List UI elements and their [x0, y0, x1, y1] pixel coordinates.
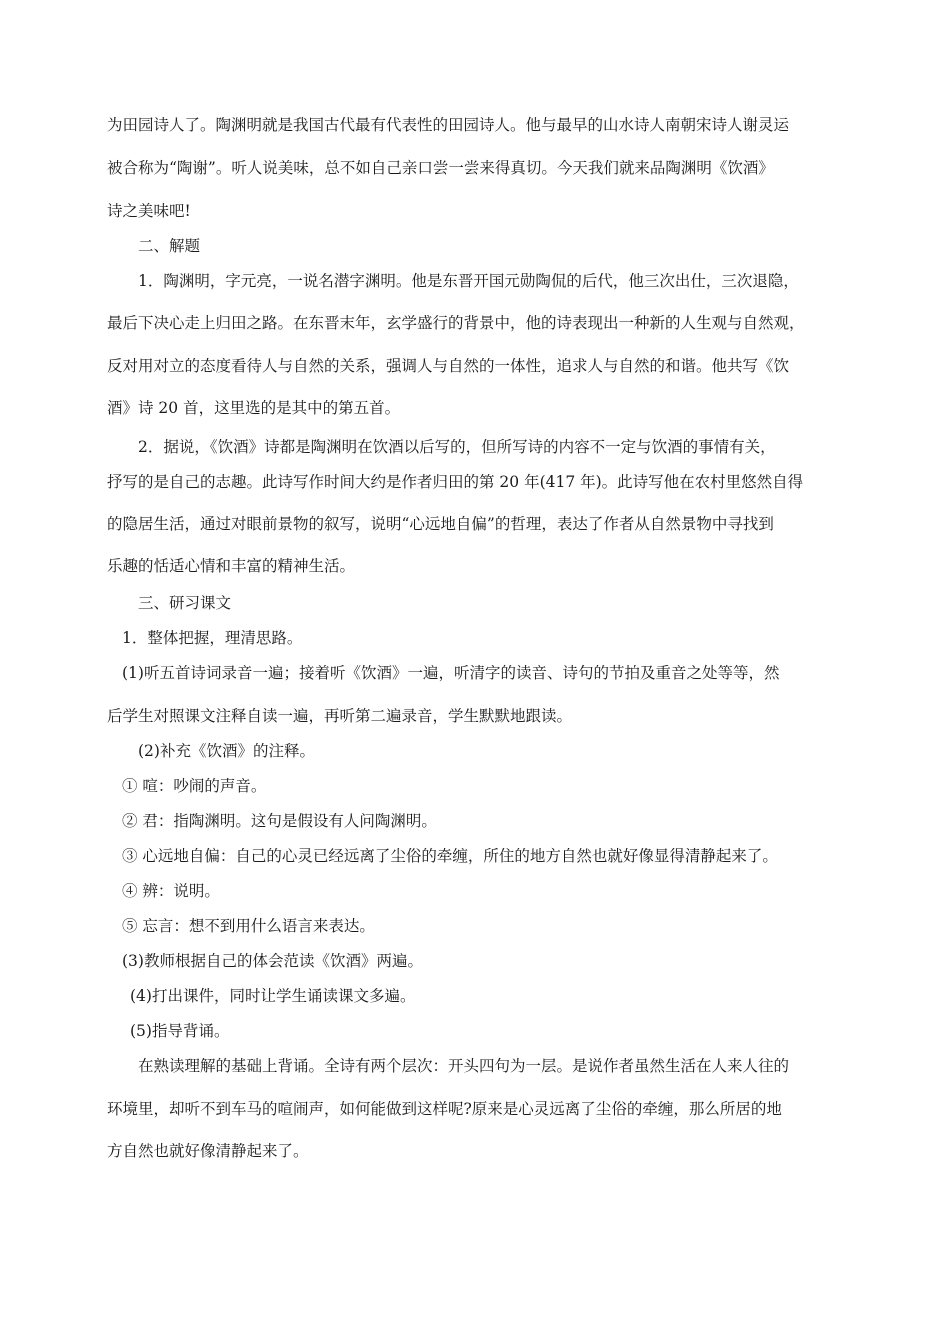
text-line: (4)打出课件，同时让学生诵读课文多遍。	[130, 987, 416, 1005]
text-line: (3)教师根据自己的体会范读《饮酒》两遍。	[122, 952, 423, 970]
text-line: 在熟读理解的基础上背诵。全诗有两个层次：开头四句为一层。是说作者虽然生活在人来人往的	[138, 1057, 790, 1075]
list-item: ③ 心远地自偏：自己的心灵已经远离了尘俗的牵缠，所住的地方自然也就好像显得清静起来了。	[122, 847, 778, 865]
text-line: 反对用对立的态度看待人与自然的关系，强调人与自然的一体性，追求人与自然的和谐。他共写《饮	[107, 357, 790, 375]
text-line: 酒》诗 20 首，这里选的是其中的第五首。	[107, 399, 401, 417]
text-line: 1．陶渊明，字元亮，一说名潜字渊明。他是东晋开国元勋陶侃的后代，他三次出仕，三次退隐，	[138, 272, 799, 290]
text-line: 环境里，却听不到车马的喧闹声，如何能做到这样呢?原来是心灵远离了尘俗的牵缠，那么所居的地	[107, 1100, 782, 1118]
text-line: 方自然也就好像清静起来了。	[107, 1142, 309, 1160]
text-line: 的隐居生活，通过对眼前景物的叙写，说明“心远地自偏”的哲理，表达了作者从自然景物中寻找到	[107, 515, 774, 533]
section-heading: 三、研习课文	[138, 594, 232, 612]
text-line: 抒写的是自己的志趣。此诗写作时间大约是作者归田的第 20 年(417 年)。此诗写他在农村里悠然自得	[107, 473, 804, 491]
list-item: ④ 辨：说明。	[122, 882, 220, 900]
text-line: 乐趣的恬适心情和丰富的精神生活。	[107, 557, 356, 575]
text-line: 2．据说，《饮酒》诗都是陶渊明在饮酒以后写的，但所写诗的内容不一定与饮酒的事情有关，	[138, 438, 776, 456]
text-line: 为田园诗人了。陶渊明就是我国古代最有代表性的田园诗人。他与最早的山水诗人南朝宋诗人谢灵运	[107, 116, 790, 134]
text-line: 1．整体把握，理清思路。	[122, 629, 303, 647]
list-item: ① 喧：吵闹的声音。	[122, 777, 267, 795]
text-line: (1)听五首诗词录音一遍；接着听《饮酒》一遍，听清字的读音、诗句的节拍及重音之处等等，然	[122, 664, 780, 682]
text-line: 最后下决心走上归田之路。在东晋末年，玄学盛行的背景中，他的诗表现出一种新的人生观与自然观，	[107, 314, 805, 332]
text-line: 诗之美味吧!	[107, 202, 191, 220]
list-item: ② 君：指陶渊明。这句是假设有人问陶渊明。	[122, 812, 437, 830]
section-heading: 二、解题	[138, 237, 201, 255]
text-line: 被合称为“陶谢”。听人说美味，总不如自己亲口尝一尝来得真切。今天我们就来品陶渊明《饮酒》	[107, 159, 774, 177]
text-line: (5)指导背诵。	[130, 1022, 230, 1040]
list-item: ⑤ 忘言：想不到用什么语言来表达。	[122, 917, 375, 935]
text-line: (2)补充《饮酒》的注释。	[138, 742, 315, 760]
text-line: 后学生对照课文注释自读一遍，再听第二遍录音，学生默默地跟读。	[107, 707, 573, 725]
